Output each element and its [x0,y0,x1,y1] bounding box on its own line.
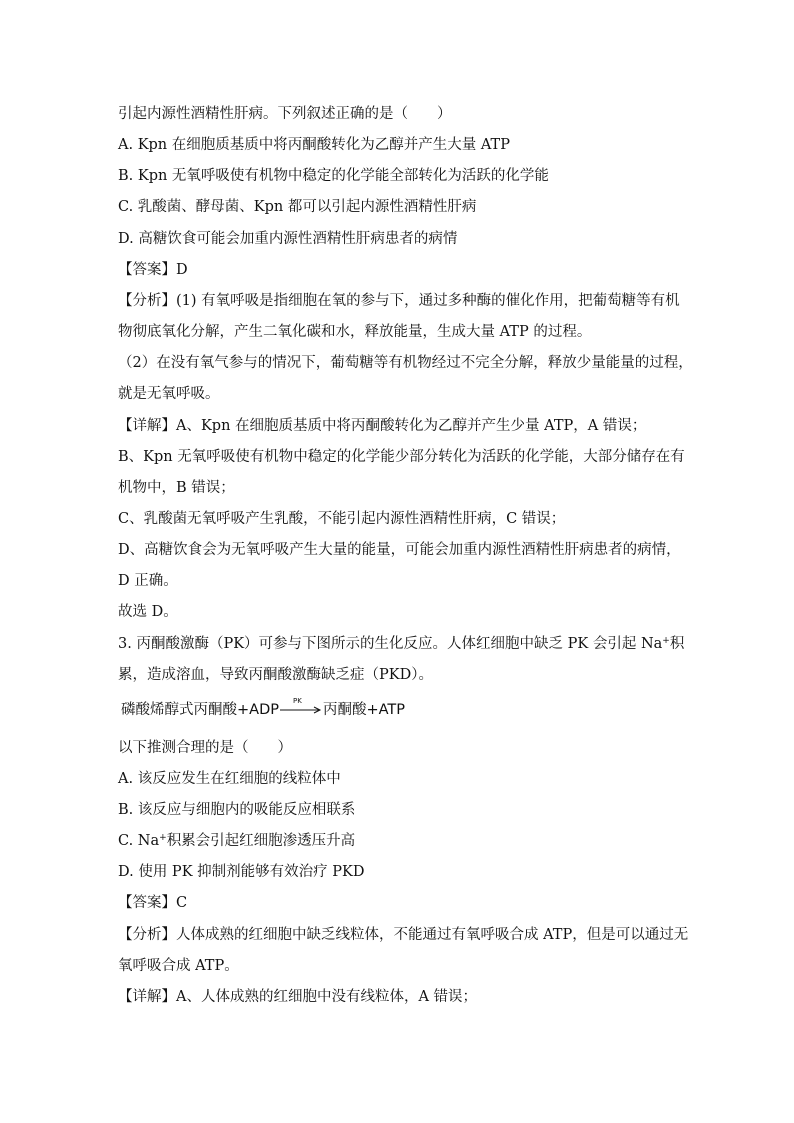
question-2-conclusion: 故选 D。 [118,604,178,620]
question-2-option-a: A. Kpn 在细胞质基质中将丙酮酸转化为乙醇并产生大量 ATP [118,137,510,153]
question-3-option-d: D. 使用 PK 抑制剂能够有效治疗 PKD [118,864,365,880]
option-text: 积累会引起红细胞渗透压升高 [166,833,356,849]
question-3-stem-line-2: 累，造成溶血，导致丙酮酸激酶缺乏症（PKD）。 [118,667,433,683]
question-3-analysis-line: 【分析】人体成熟的红细胞中缺乏线粒体，不能通过有氧呼吸合成 ATP，但是可以通过无 [118,927,689,943]
question-2-option-b: B. Kpn 无氧呼吸使有机物中稳定的化学能全部转化为活跃的化学能 [118,168,549,184]
question-2-answer: 【答案】D [118,262,188,278]
question-3-stem-line-1 [118,634,685,654]
enzyme-label: PK [292,697,302,705]
question-3-analysis-line: 氧呼吸合成 ATP。 [118,958,239,974]
question-2-option-c: C. 乳酸菌、酵母菌、Kpn 都可以引起内源性酒精性肝病 [118,199,477,215]
superscript-plus: + [159,833,167,843]
equation-products: 丙酮酸+ATP [322,702,406,718]
question-2-option-d: D. 高糖饮食可能会加重内源性酒精性肝病患者的病情 [118,231,458,247]
arrow-icon [280,706,322,714]
question-2-stem: 引起内源性酒精性肝病。下列叙述正确的是（ ） [118,106,452,122]
question-2-detail-line: D、高糖饮食会为无氧呼吸产生大量的能量，可能会加重内源性酒精性肝病患者的病情， [118,542,681,558]
reaction-equation [121,697,406,720]
equation-reactants: 磷酸烯醇式丙酮酸+ADP [121,702,279,718]
question-2-detail-line: D 正确。 [118,573,178,589]
stem-text: 积 [669,636,685,652]
question-2-analysis-line: 物彻底氧化分解，产生二氧化碳和水，释放能量，生成大量 ATP 的过程。 [118,324,592,340]
question-2-detail-line: 【详解】A、Kpn 在细胞质基质中将丙酮酸转化为乙醇并产生少量 ATP，A 错误； [118,418,647,434]
superscript-plus: + [662,636,670,646]
question-2-analysis-line: 【分析】(1) 有氧呼吸是指细胞在氧的参与下，通过多种酶的催化作用，把葡萄糖等有机 [118,293,680,309]
question-2-analysis-line: 就是无氧呼吸。 [118,386,220,402]
stem-text: 3. 丙酮酸激酶（PK）可参与下图所示的生化反应。人体红细胞中缺乏 PK 会引起 Na [118,636,663,652]
question-2-detail-line: 机物中，B 错误； [118,480,235,496]
question-2-detail-line: C、乳酸菌无氧呼吸产生乳酸，不能引起内源性酒精性肝病，C 错误； [118,511,566,527]
option-text: C. Na [118,833,160,849]
question-3-detail-line: 【详解】A、人体成熟的红细胞中没有线粒体，A 错误； [118,989,478,1005]
question-3-option-a: A. 该反应发生在红细胞的线粒体中 [118,771,341,787]
question-3-option-b: B. 该反应与细胞内的吸能反应相联系 [118,802,356,818]
question-3-answer: 【答案】C [118,895,188,911]
question-2-analysis-line: （2）在没有氧气参与的情况下，葡萄糖等有机物经过不完全分解，释放少量能量的过程， [118,355,693,371]
question-3-option-c [118,831,678,851]
question-3-question: 以下推测合理的是（ ） [118,740,292,756]
question-2-detail-line: B、Kpn 无氧呼吸使有机物中稳定的化学能少部分转化为活跃的化学能，大部分储存在有 [118,449,685,465]
reaction-arrow [280,697,322,720]
